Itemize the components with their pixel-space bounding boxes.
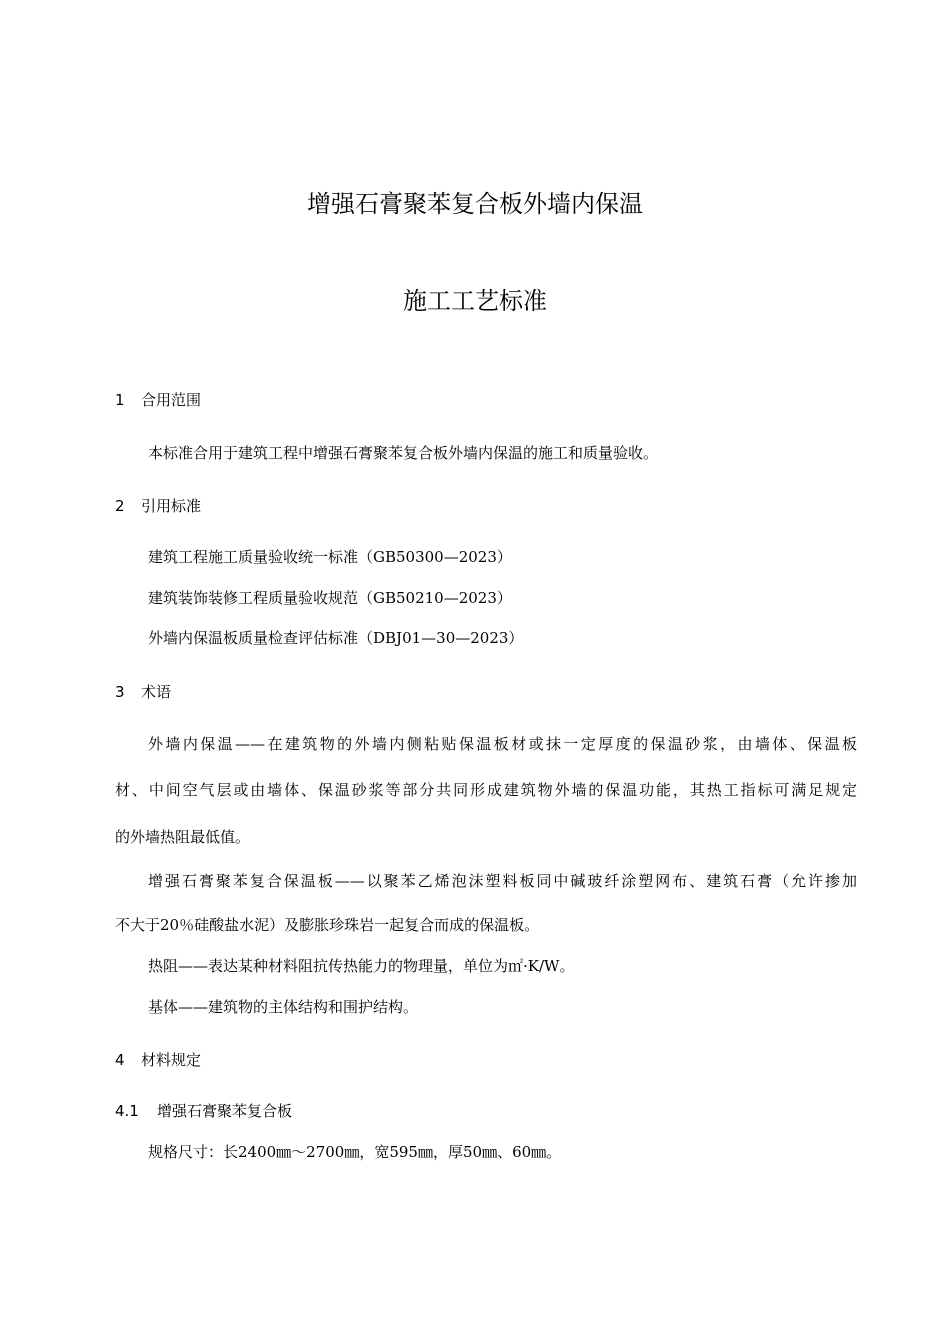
reference-item: 建筑装饰装修工程质量验收规范（GB50210—2023） (148, 589, 512, 607)
section-title: 增强石膏聚苯复合板 (157, 1102, 293, 1120)
definition-line: 外墙内保温——在建筑物的外墙内侧粘贴保温板材或抹一定厚度的保温砂浆，由墙体、保温板 (148, 735, 857, 753)
section-1-heading (115, 389, 201, 410)
section-title: 引用标准 (141, 497, 202, 515)
section-3-heading (115, 681, 171, 702)
document-title-line2: 施工工艺标准 (403, 287, 547, 315)
section-title: 材料规定 (141, 1051, 202, 1069)
definition-line: 热阻——表达某种材料阻抗传热能力的物理量，单位为㎡·K/W。 (148, 957, 575, 975)
section-title: 合用范围 (141, 391, 202, 409)
definition-line: 基体——建筑物的主体结构和围护结构。 (148, 998, 419, 1016)
section-title: 术语 (141, 683, 172, 701)
section-number: 2 (115, 497, 125, 515)
section-4-1-heading (115, 1100, 292, 1121)
section-number: 3 (115, 683, 125, 701)
definition-line: 的外墙热阻最低值。 (115, 828, 251, 846)
section-4-heading (115, 1049, 201, 1070)
section-number: 4 (115, 1051, 125, 1069)
reference-item: 建筑工程施工质量验收统一标准（GB50300—2023） (148, 548, 512, 566)
section-number: 4.1 (115, 1102, 139, 1120)
section-2-heading (115, 495, 201, 516)
spec-paragraph: 规格尺寸：长2400㎜～2700㎜，宽595㎜，厚50㎜、60㎜。 (148, 1143, 562, 1161)
document-title-line1: 增强石膏聚苯复合板外墙内保温 (307, 190, 643, 218)
definition-line: 不大于20％硅酸盐水泥）及膨胀珍珠岩一起复合而成的保温板。 (115, 916, 540, 934)
definition-line: 材、中间空气层或由墙体、保温砂浆等部分共同形成建筑物外墙的保温功能，其热工指标可满足规定 (115, 781, 857, 799)
scope-paragraph: 本标准合用于建筑工程中增强石膏聚苯复合板外墙内保温的施工和质量验收。 (148, 444, 659, 462)
reference-item: 外墙内保温板质量检查评估标准（DBJ01—30—2023） (148, 629, 524, 647)
definition-line: 增强石膏聚苯复合保温板——以聚苯乙烯泡沫塑料板同中碱玻纤涂塑网布、建筑石膏（允许掺加 (148, 872, 857, 890)
section-number: 1 (115, 391, 125, 409)
